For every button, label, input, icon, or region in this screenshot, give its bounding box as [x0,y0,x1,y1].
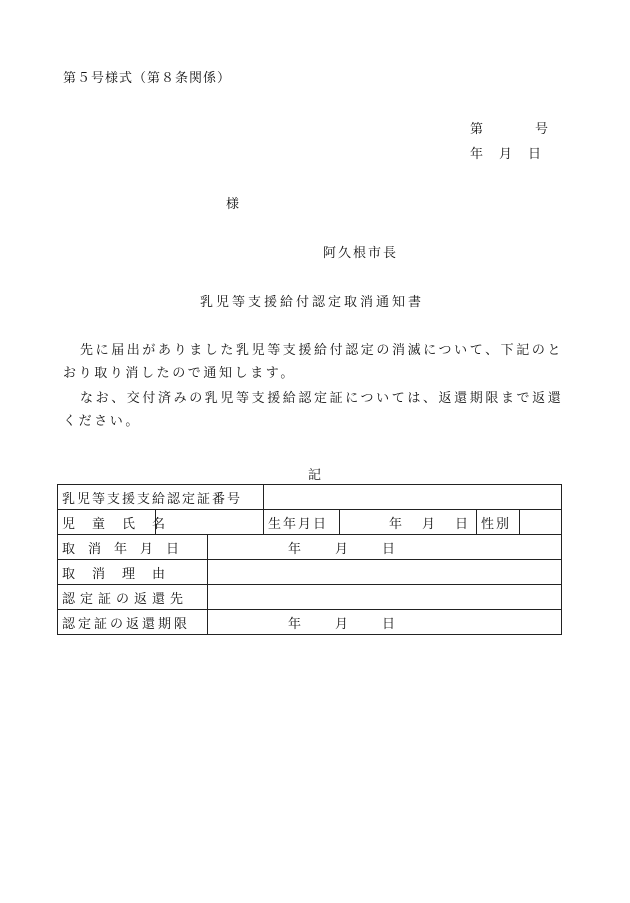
cancel-day: 日 [382,541,396,557]
cancel-month: 月 [335,541,349,557]
cancel-date-value[interactable] [208,535,562,560]
body-paragraph-1: 先に届出がありました乳児等支援給付認定の消滅について、下記のとおり取り消したので通知します。 [63,343,564,381]
cancel-year: 年 [288,541,302,557]
birth-date-value[interactable] [340,510,477,535]
birth-month: 月 [421,516,435,532]
body-paragraph-2: なお、交付済みの乳児等支援給認定証については、返還期限まで返還ください。 [63,391,564,429]
table-row [58,485,562,510]
form-number: 第５号様式（第８条関係） [63,71,232,86]
doc-date-month: 月 [499,147,513,162]
gender-value[interactable] [520,510,562,535]
cancel-reason-label: 取消理由 [58,560,208,585]
birth-day: 日 [455,516,469,532]
doc-date-day: 日 [528,147,542,162]
doc-number-prefix: 第 [470,122,484,137]
deadline-month: 月 [335,616,349,632]
return-to-value[interactable] [208,585,562,610]
sender-title: 阿久根市長 [323,246,399,261]
child-name-value[interactable] [156,510,264,535]
table-row [58,535,562,560]
document-title: 乳児等支援給付認定取消通知書 [200,295,425,310]
addressee-honorific: 様 [226,197,240,212]
gender-label: 性別 [477,510,520,535]
deadline-day: 日 [382,616,396,632]
birth-year: 年 [388,516,402,532]
doc-number-suffix: 号 [535,122,549,137]
doc-date-year: 年 [470,147,484,162]
cancel-date-label: 取消年月日 [58,535,208,560]
return-to-label: 認定証の返還先 [58,585,208,610]
cancel-reason-value[interactable] [208,560,562,585]
return-deadline-label: 認定証の返還期限 [58,610,208,635]
document-number [470,118,548,137]
table-row [58,510,562,535]
details-table [57,484,562,635]
deadline-year: 年 [288,616,302,632]
table-row [58,610,562,635]
document-date [470,143,541,162]
ki-heading: 記 [308,468,322,483]
cert-number-value[interactable] [264,485,562,510]
cert-number-label: 乳児等支援支給認定証番号 [58,485,264,510]
birth-date-label: 生年月日 [264,510,340,535]
return-deadline-value[interactable] [208,610,562,635]
child-name-label: 児 童 氏 名 [58,510,156,535]
table-row [58,560,562,585]
table-row [58,585,562,610]
